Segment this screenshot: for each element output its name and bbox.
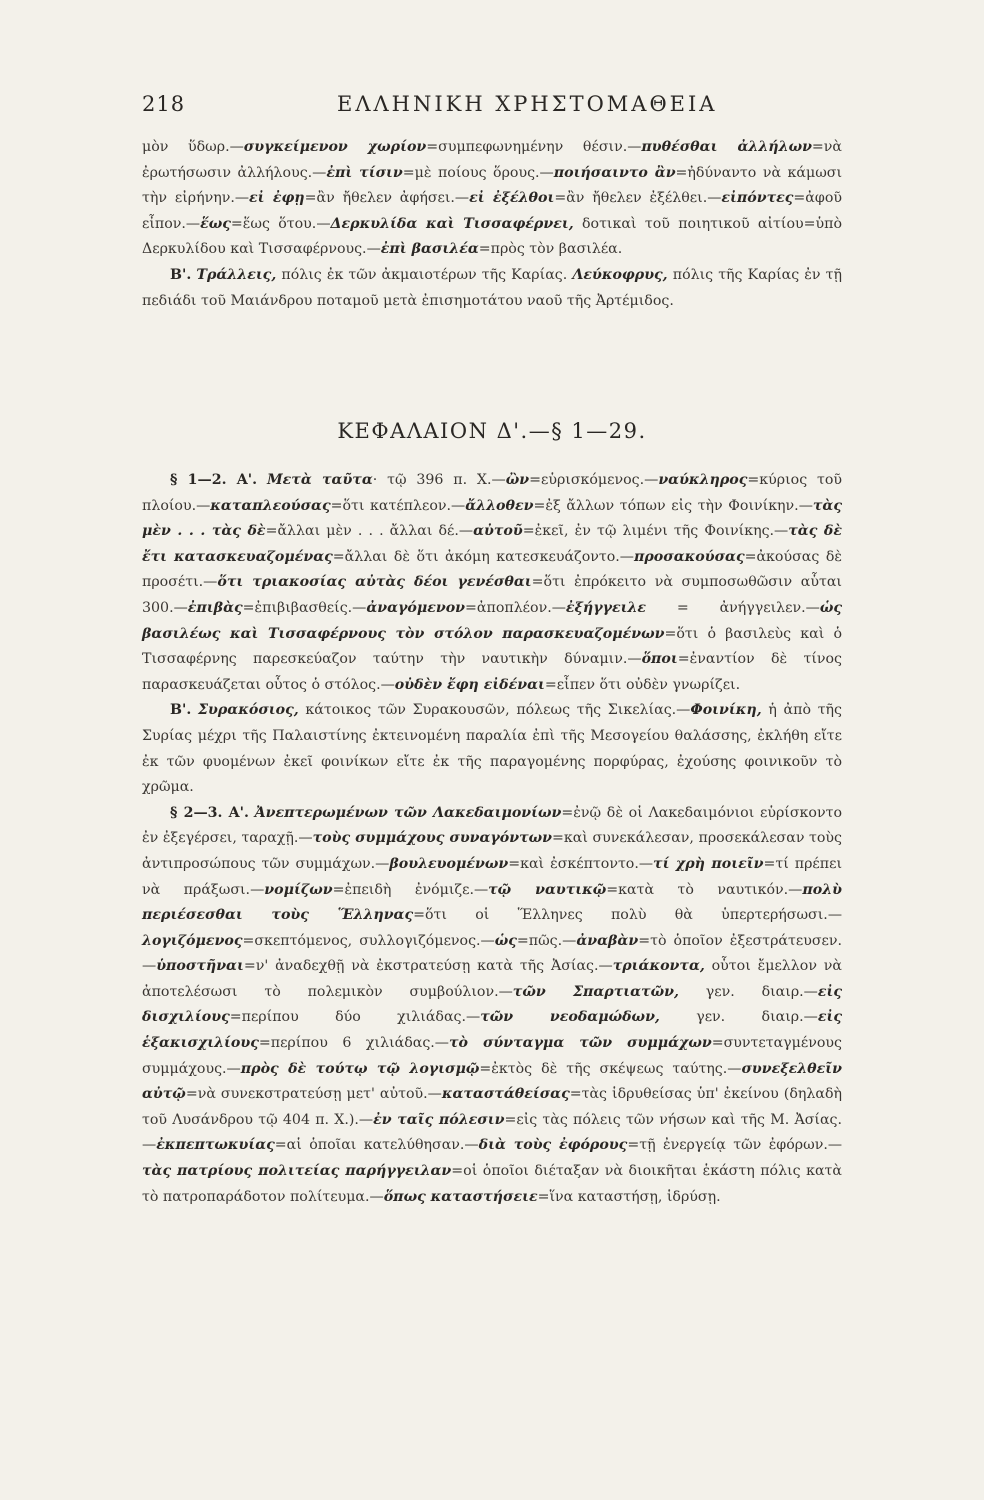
term: αὐτοῦ [473, 523, 523, 540]
paragraph [142, 468, 842, 698]
term: ὅτι τριακοσίας αὐτὰς δέοι γενέσθαι [217, 574, 532, 591]
section-marker: Β'. [170, 266, 192, 283]
term: λογιζόμενος [142, 932, 243, 949]
gloss-text: =ὅτι ἐπρόκειτο νὰ συμποσωθῶσιν αὗται 300.— [142, 574, 842, 616]
gloss-text: =εἰς τὰς πόλεις τῶν νήσων καὶ τῆς Μ. Ἀσίας.— [142, 1111, 843, 1154]
paragraph [142, 801, 842, 1211]
term: συνεξελθεῖν αὐτῷ [142, 1060, 842, 1103]
gloss-text: =ἄλλαι δὲ ὅτι ἀκόμη κατεσκευάζοντο.— [332, 548, 634, 565]
gloss-text: =ν' ἀναδεχθῇ νὰ ἐκστρατεύσῃ κατὰ τῆς Ἀσίας.— [243, 958, 613, 975]
term: ἀναβὰν [576, 932, 639, 949]
term: εἰπόντες [721, 190, 794, 207]
term: τὸ σύνταγμα τῶν συμμάχων [448, 1035, 712, 1052]
paragraph [142, 698, 842, 800]
term: ἐπὶ τίσιν [326, 164, 403, 181]
gloss-text: =ὅτι ὁ βασιλεὺς καὶ ὁ Τισσαφέρνης παρεσκεύαζον ταύτην τὴν ναυτικὴν δύναμιν.— [142, 625, 842, 668]
term: ἐπὶ βασιλέα [380, 241, 479, 258]
gloss-text: μὸν ὕδωρ.— [142, 139, 244, 155]
gloss-text: γεν. διαιρ.— [678, 983, 818, 1000]
gloss-text: ἡ ἀπὸ τῆς Συρίας μέχρι τῆς Παλαιστίνης ἐκτεινομένη παραλία ἐπὶ τῆς Μεσογείου θαλάσσης, ἐκλήθη εἴτε ἐκ τῶν φυομένων ἐκεῖ φοινίκων εἴτε ἐκ τῆς παραγομένης πορφύρας, ἐχούσης φοινικοῦν τὸ χρῶμα. [142, 702, 842, 796]
gloss-text: =ἀφοῦ εἶπον.— [142, 190, 842, 232]
gloss-text: =ἐνῷ δὲ οἱ Λακεδαιμόνιοι εὑρίσκοντο ἐν ἐξεγέρσει, ταραχῇ.— [142, 804, 842, 847]
term: ἕως [200, 215, 231, 232]
gloss-text: δοτικαὶ τοῦ ποιητικοῦ αἰτίου=ὑπὸ Δερκυλίδου καὶ Τισσαφέρνους.— [142, 215, 843, 258]
gloss-text: =ἕως ὅτου.— [230, 215, 331, 232]
term: διὰ τοὺς ἐφόρους [478, 1137, 628, 1154]
term: εἰ ἐφῃ [249, 190, 305, 207]
term: ἐξήγγειλε [565, 599, 647, 616]
gloss-text: =ἐναντίον δὲ τίνος παρασκευάζεται οὗτος ὁ στόλος.— [142, 651, 843, 693]
gloss-text: · τῷ 396 π. Χ.— [372, 472, 506, 488]
gloss-text: =ἐπειδὴ ἐνόμιζε.— [332, 881, 489, 898]
term: τοὺς συμμάχους συναγόντων [312, 830, 552, 847]
gloss-text: =τί πρέπει νὰ πράξωσι.— [142, 855, 843, 898]
gloss-text: =ἐξ ἄλλων τόπων εἰς τὴν Φοινίκην.— [533, 497, 813, 514]
gloss-text: =μὲ ποίους ὅρους.— [402, 164, 554, 181]
gloss-text: =κατὰ τὸ ναυτικόν.— [606, 881, 803, 898]
gloss-text: =τῇ ἐνεργείᾳ τῶν ἐφόρων.— [627, 1137, 843, 1154]
gloss-text: =πρὸς τὸν βασιλέα. [478, 241, 623, 258]
term: ναύκληρος [658, 472, 748, 488]
term: Λεύκοφρυς, [572, 266, 668, 283]
gloss-text: =συντεταγμένους συμμάχους.— [142, 1035, 842, 1077]
commentary-block-top [142, 135, 842, 314]
term: Τράλλεις, [196, 266, 277, 283]
term: Φοινίκη, [690, 702, 762, 719]
term: οὐδὲν ἔφη εἰδέναι [394, 676, 545, 693]
gloss-text: =τὰς ἱδρυθείσας ὑπ' ἐκείνου (δηλαδὴ τοῦ Λυσάνδρου τῷ 404 π. Χ.).— [142, 1086, 842, 1128]
term: ἐκπεπτωκυίας [156, 1137, 275, 1154]
page-header [142, 92, 842, 122]
gloss-text: =ὅτι οἱ Ἕλληνες πολὺ θὰ ὑπερτερήσωσι.— [413, 907, 843, 924]
page-number: 218 [142, 92, 186, 116]
term: ὑποστῆναι [156, 958, 244, 975]
term: τῶν Σπαρτιατῶν, [512, 983, 679, 1000]
gloss-text: =συμπεφωνημένην θέσιν.— [426, 139, 642, 155]
gloss-text: =νὰ συνεκστρατεύσῃ μετ' αὐτοῦ.— [185, 1086, 442, 1103]
gloss-text: =εὑρισκόμενος.— [529, 472, 659, 488]
gloss-text: =εἶπεν ὅτι οὐδὲν γνωρίζει. [544, 676, 741, 693]
gloss-text: =ἂν ἤθελεν ἀφήσει.— [304, 190, 470, 207]
gloss-text: =ἠδύναντο νὰ κάμωσι τὴν εἰρήνην.— [142, 164, 843, 207]
term: εἰ ἐξέλθοι [469, 190, 555, 207]
gloss-text: =καὶ συνεκάλεσαν, προσεκάλεσαν τοὺς ἀντιπροσώπους τῶν συμμάχων.— [142, 830, 842, 872]
gloss-text: =περίπου 6 χιλιάδας.— [258, 1035, 449, 1052]
term: ἐπιβὰς [187, 599, 243, 616]
term: πυθέσθαι ἀλλήλων [641, 139, 812, 155]
running-title: ΕΛΛΗΝΙΚΗ ΧΡΗΣΤΟΜΑΘΕΙΑ [337, 92, 718, 116]
term: ὡς βασιλέως καὶ Τισσαφέρνους τὸν στόλον παρασκευαζομένων [142, 599, 842, 642]
term: Ἀνεπτερωμένων τῶν Λακεδαιμονίων [254, 804, 562, 821]
paragraph [142, 263, 842, 314]
commentary-block-main [142, 468, 842, 1210]
term: τὰς πατρίους πολιτείας παρήγγειλαν [142, 1163, 452, 1180]
gloss-text: γεν. διαιρ.— [659, 1009, 818, 1026]
gloss-text: =ὅτι κατέπλεον.— [330, 497, 466, 514]
section-marker: § 2—3. Α'. [170, 804, 249, 821]
chapter-heading: ΚΕΦΑΛΑΙΟΝ Δ'.—§ 1—29. [337, 419, 647, 443]
term: Μετὰ ταῦτα [266, 472, 373, 488]
term: τῶν νεοδαμώδων, [480, 1009, 660, 1026]
term: τί χρὴ ποιεῖν [653, 855, 764, 872]
gloss-text: =ἄλλαι μὲν . . . ἄλλαι δέ.— [265, 523, 474, 540]
term: ἄλλοθεν [465, 497, 534, 514]
section-marker: Β'. [170, 702, 192, 719]
gloss-text: =ἐπιβιβασθείς.— [242, 599, 367, 616]
term: Συρακόσιος, [198, 702, 299, 719]
term: βουλευομένων [389, 855, 509, 872]
term: ποιήσαιντο ἂν [553, 164, 676, 181]
gloss-text: =ἂν ἤθελεν ἐξέλθει.— [554, 190, 722, 207]
gloss-text: =καὶ ἐσκέπτοντο.— [508, 855, 654, 872]
gloss-text: =οἱ ὁποῖοι διέταξαν νὰ διοικῆται ἑκάστη πόλις κατὰ τὸ πατροπαράδοτον πολίτευμα.— [142, 1163, 842, 1205]
term: νομίζων [264, 881, 333, 898]
term: τὰς μὲν . . . τὰς δὲ [142, 497, 842, 540]
gloss-text: =ἵνα καταστήσῃ, ἱδρύσῃ. [537, 1188, 721, 1205]
term: ἐν ταῖς πόλεσιν [373, 1111, 505, 1128]
paragraph [142, 135, 842, 263]
term: Δερκυλίδα καὶ Τισσαφέρνει, [330, 215, 574, 232]
gloss-text: = ἀνήγγειλεν.— [646, 599, 820, 616]
gloss-text: πόλις ἐκ τῶν ἀκμαιοτέρων τῆς Καρίας. [276, 266, 568, 283]
gloss-text: κάτοικος τῶν Συρακουσῶν, πόλεως τῆς Σικελίας.— [298, 702, 691, 719]
term: καταπλεούσας [210, 497, 331, 514]
gloss-text: =ἐκτὸς δὲ τῆς σκέψεως ταύτης.— [479, 1060, 742, 1077]
gloss-text: =πῶς.— [516, 932, 577, 949]
gloss-text: =τὸ ὁποῖον ἐξεστράτευσεν.— [142, 932, 842, 975]
gloss-text: =νὰ ἐρωτήσωσιν ἀλλήλους.— [142, 139, 843, 181]
gloss-text: οὗτοι ἔμελλον νὰ ἀποτελέσωσι τὸ πολεμικὸν συμβούλιον.— [142, 958, 842, 1000]
term: ὢν [505, 472, 530, 488]
term: πρὸς δὲ τούτῳ τῷ λογισμῷ [240, 1060, 480, 1077]
term: εἰς ἑξακισχιλίους [142, 1009, 842, 1052]
gloss-text: =σκεπτόμενος, συλλογιζόμενος.— [242, 932, 495, 949]
term: εἰς δισχιλίους [142, 983, 842, 1026]
gloss-text: =ἀκούσας δὲ προσέτι.— [142, 548, 842, 591]
section-marker: § 1—2. Α'. [170, 472, 258, 488]
term: τὰς δὲ ἔτι κατασκευαζομένας [142, 523, 842, 565]
term: τριάκοντα, [612, 958, 705, 975]
term: καταστάθείσας [441, 1086, 570, 1103]
term: ὅπως καταστήσειε [383, 1188, 538, 1205]
term: προσακούσας [633, 548, 745, 565]
gloss-text: =κύριος τοῦ πλοίου.— [142, 472, 842, 514]
term: ὅποι [641, 651, 678, 668]
term: τῷ ναυτικῷ [488, 881, 607, 898]
gloss-text: =αἱ ὁποῖαι κατελύθησαν.— [274, 1137, 479, 1154]
gloss-text: πόλις τῆς Καρίας ἐν τῇ πεδιάδι τοῦ Μαιάνδρου ποταμοῦ μετὰ ἐπισημοτάτου ναοῦ τῆς Ἀρτέμιδος. [142, 266, 842, 309]
gloss-text: =ἀποπλέον.— [465, 599, 566, 616]
term: συγκείμενον χωρίον [243, 139, 427, 155]
term: πολὺ περιέσεσθαι τοὺς Ἕλληνας [142, 881, 842, 924]
term: ἀναγόμενον [366, 599, 466, 616]
gloss-text: =ἐκεῖ, ἐν τῷ λιμένι τῆς Φοινίκης.— [522, 523, 789, 540]
gloss-text: =περίπου δύο χιλιάδας.— [229, 1009, 481, 1026]
term: ὡς [494, 932, 517, 949]
